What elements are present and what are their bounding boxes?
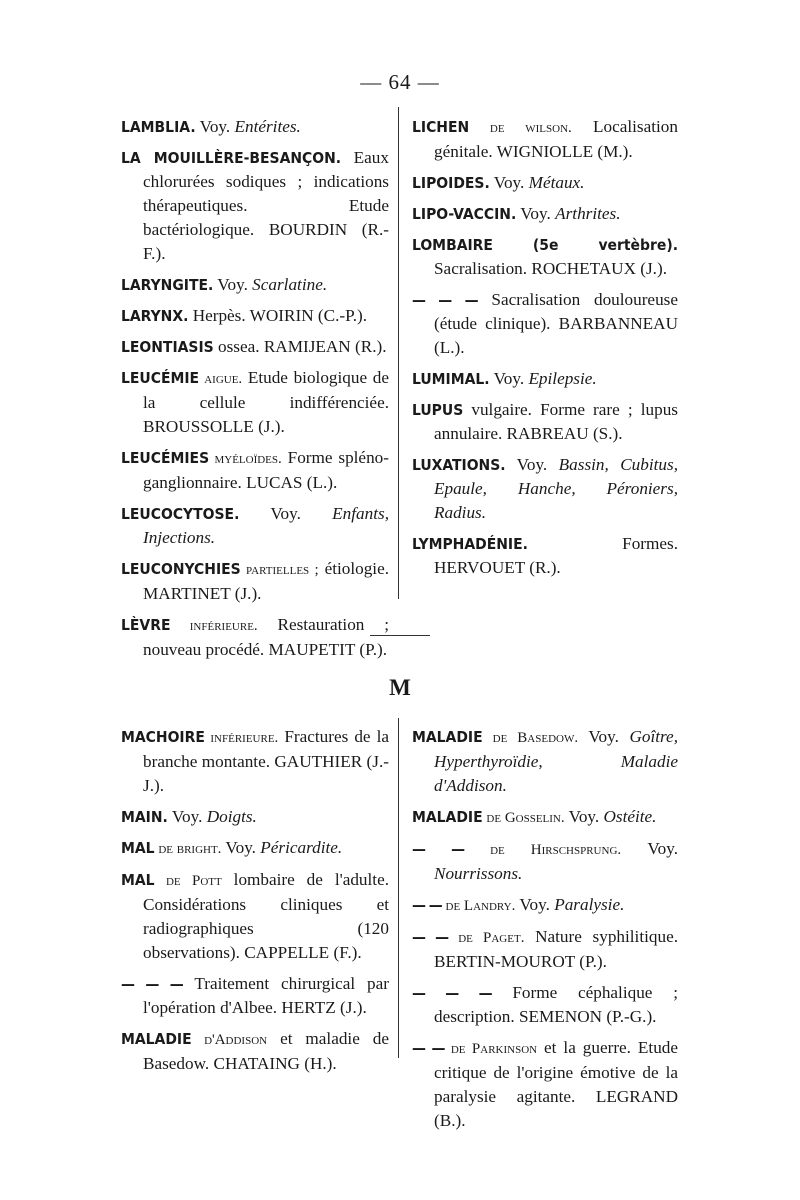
- page-number: — 64 —: [360, 70, 440, 94]
- entry-headword: LUMIMAL.: [412, 370, 490, 388]
- entry-qualifier: de wilson.: [469, 120, 572, 136]
- index-entry: [121, 868, 389, 965]
- entry-text: Etude biologique de la cellule indifférenciée. BROUSSOLLE (J.).: [143, 368, 389, 436]
- column-left: [121, 115, 389, 669]
- entry-crossref: Nourrissons.: [434, 864, 523, 883]
- entry-text: Fractures de la branche montante. GAUTHIER (J.-J.).: [143, 727, 389, 795]
- column-divider: [398, 718, 399, 1058]
- entry-text: Eaux chlorurées sodiques ; indications thérapeutiques. Etude bactériologique. BOURDIN (R.-F.).: [143, 148, 389, 263]
- index-entry: [412, 398, 678, 446]
- index-entry: [412, 453, 678, 525]
- entry-crossref: Scarlatine.: [252, 275, 328, 294]
- entry-text: Nature syphilitique. BERTIN-MOUROT (P.).: [434, 927, 678, 971]
- entry-headword: MALADIE: [412, 808, 483, 826]
- index-entry: [121, 146, 389, 266]
- entry-text: Voy.: [515, 895, 555, 914]
- index-entry: [121, 725, 389, 798]
- index-entry: [121, 557, 389, 606]
- entry-headword: MACHOIRE: [121, 728, 205, 746]
- entry-text: Voy.: [167, 807, 207, 826]
- entry-text: Voy.: [213, 275, 253, 294]
- entry-repeat-dash: — —: [412, 896, 442, 914]
- entry-headword: MAL: [121, 871, 155, 889]
- entry-crossref: Arthrites.: [555, 204, 621, 223]
- entry-text: Voy.: [195, 117, 235, 136]
- entry-qualifier: de Gosselin.: [482, 810, 565, 826]
- entry-headword: LEUCOCYTOSE.: [121, 505, 240, 523]
- index-entry: [412, 805, 678, 830]
- index-entry: [121, 1027, 389, 1076]
- entry-text: Voy.: [564, 807, 604, 826]
- entry-crossref: Bassin, Cubitus, Epaule, Hanche, Péroniers, Radius.: [434, 455, 678, 522]
- index-entry: [412, 202, 678, 226]
- section-letter-heading: M: [389, 675, 411, 700]
- entry-headword: MALADIE: [121, 1030, 192, 1048]
- index-entry: [121, 613, 389, 662]
- entry-text: Traitement chirurgical par l'opération d'Albee. HERTZ (J.).: [143, 974, 389, 1017]
- index-entry: [412, 115, 678, 164]
- entry-headword: LUPUS: [412, 401, 464, 419]
- index-entry: [412, 837, 678, 886]
- entry-text: étiologie. MARTINET (J.).: [143, 559, 389, 603]
- entry-crossref: Doigts.: [206, 807, 257, 826]
- entry-qualifier: aigue.: [199, 371, 243, 387]
- entry-text: vulgaire. Forme rare ; lupus annulaire. RABREAU (S.).: [434, 400, 678, 443]
- entry-qualifier: de bright.: [154, 841, 222, 857]
- entry-text: Voy.: [505, 455, 559, 474]
- entry-text: Localisation génitale. WIGNIOLLE (M.).: [434, 117, 678, 161]
- entry-text: Voy.: [578, 727, 630, 746]
- index-entry: [412, 233, 678, 281]
- entry-headword: LICHEN: [412, 118, 470, 136]
- index-entry: [121, 502, 389, 550]
- column-divider: [398, 107, 399, 599]
- entry-crossref: Epilepsie.: [528, 369, 597, 388]
- entry-crossref: Goître, Hyperthyroïdie, Maladie d'Addison.: [434, 727, 678, 795]
- entry-text: ossea. RAMIJEAN (R.).: [213, 337, 387, 356]
- index-entry: [412, 367, 678, 391]
- index-entry: [121, 273, 389, 297]
- index-entry: [121, 446, 389, 495]
- entry-qualifier: d'Addison: [191, 1032, 268, 1048]
- entry-qualifier: inférieure.: [204, 730, 279, 746]
- entry-crossref: Ostéite.: [603, 807, 657, 826]
- entry-text: Restauration ; nouveau procédé. MAUPETIT (P.).: [143, 615, 389, 659]
- entry-headword: LEUCÉMIES: [121, 449, 210, 467]
- section-separator-rule: [370, 635, 430, 636]
- index-entry: [412, 288, 678, 360]
- entry-repeat-dash: — —: [412, 928, 449, 946]
- entry-headword: LEUCONYCHIES: [121, 560, 241, 578]
- entry-qualifier: de Paget.: [448, 930, 525, 946]
- column-right: [412, 725, 678, 1140]
- entry-repeat-dash: — —: [412, 840, 465, 858]
- entry-headword: LOMBAIRE (5e vertèbre).: [412, 236, 678, 254]
- index-entry: [121, 805, 389, 829]
- entry-text: et la guerre. Etude critique de l'origine émotive de la paralysie agitante. LEGRAND (B.).: [434, 1038, 679, 1130]
- entry-text: Herpès. WOIRIN (C.-P.).: [188, 306, 368, 325]
- index-entry: [121, 335, 389, 359]
- entry-qualifier: de Landry.: [441, 898, 516, 914]
- entry-headword: LEONTIASIS: [121, 338, 214, 356]
- entry-headword: LARYNX.: [121, 307, 189, 325]
- index-entry: [412, 893, 678, 918]
- index-entry: [412, 725, 678, 798]
- entry-headword: MAL: [121, 839, 155, 857]
- entry-text: Forme spléno-ganglionnaire. LUCAS (L.).: [143, 448, 389, 492]
- entry-headword: LIPOIDES.: [412, 174, 490, 192]
- entry-qualifier: de Hirschsprung.: [464, 842, 622, 858]
- index-entry: [412, 925, 678, 974]
- entry-headword: LYMPHADÉNIE.: [412, 535, 528, 553]
- entry-headword: LARYNGITE.: [121, 276, 214, 294]
- entry-text: Forme céphalique ; description. SEMENON (P.-G.).: [434, 983, 678, 1026]
- entry-text: Voy.: [489, 369, 529, 388]
- entry-headword: MAIN.: [121, 808, 168, 826]
- entry-qualifier: partielles ;: [240, 562, 319, 578]
- entry-text: Voy.: [489, 173, 529, 192]
- entry-qualifier: de Basedow.: [482, 730, 579, 746]
- entry-text: Sacralisation douloureuse (étude clinique). BARBANNEAU (L.).: [434, 290, 678, 357]
- index-entry: [121, 836, 389, 861]
- index-entry: [412, 1036, 678, 1133]
- entry-headword: LAMBLIA.: [121, 118, 196, 136]
- entry-text: Sacralisation. ROCHETAUX (J.).: [434, 259, 668, 278]
- index-entry: [412, 171, 678, 195]
- entry-text: Voy.: [221, 838, 261, 857]
- entry-headword: LIPO-VACCIN.: [412, 205, 517, 223]
- entry-text: Voy.: [621, 839, 678, 858]
- entry-crossref: Paralysie.: [554, 895, 625, 914]
- entry-text: lombaire de l'adulte. Considérations cliniques et radiographiques (120 observations). CAPPELLE (F.).: [143, 870, 390, 962]
- entry-headword: LA MOUILLÈRE-BESANÇON.: [121, 149, 342, 167]
- entry-repeat-dash: — — —: [121, 975, 183, 993]
- entry-qualifier: myéloïdes.: [209, 451, 282, 467]
- entry-text: Voy.: [239, 504, 333, 523]
- entry-text: Voy.: [516, 204, 556, 223]
- entry-repeat-dash: — — —: [412, 291, 478, 309]
- entry-headword: LUXATIONS.: [412, 456, 506, 474]
- index-entry: [121, 304, 389, 328]
- entry-qualifier: de Pott: [154, 873, 222, 889]
- entry-text: et maladie de Basedow. CHATAING (H.).: [143, 1029, 389, 1073]
- column-left: [121, 725, 389, 1083]
- index-entry: [121, 972, 389, 1020]
- entry-repeat-dash: — —: [412, 1039, 445, 1057]
- index-entry: [412, 981, 678, 1029]
- entry-headword: LEUCÉMIE: [121, 369, 200, 387]
- column-right: [412, 115, 678, 587]
- entry-headword: LÈVRE: [121, 616, 171, 634]
- index-entry: [121, 115, 389, 139]
- entry-headword: MALADIE: [412, 728, 483, 746]
- entry-crossref: Entérites.: [234, 117, 301, 136]
- entry-crossref: Péricardite.: [260, 838, 343, 857]
- entry-text: Formes. HERVOUET (R.).: [434, 534, 678, 577]
- entry-qualifier: inférieure.: [170, 618, 258, 634]
- entry-crossref: Métaux.: [528, 173, 585, 192]
- index-entry: [121, 366, 389, 439]
- index-entry: [412, 532, 678, 580]
- entry-repeat-dash: — — —: [412, 984, 492, 1002]
- entry-crossref: Enfants, Injections.: [143, 504, 389, 547]
- entry-qualifier: de Parkinson: [444, 1041, 538, 1057]
